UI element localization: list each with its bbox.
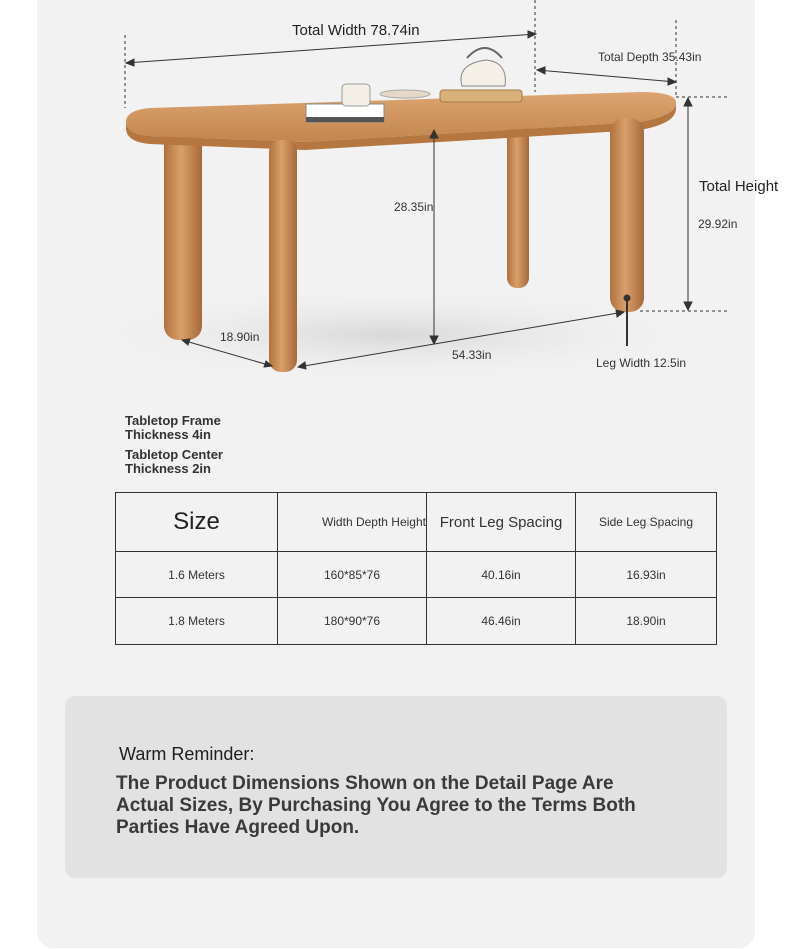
warm-reminder-box <box>65 696 727 878</box>
leg-width-label: Leg Width 12.5in <box>596 356 687 370</box>
front-spacing-cell: 46.46in <box>427 598 576 645</box>
cup-icon <box>342 84 370 106</box>
plate-icon <box>380 90 430 98</box>
kettle-icon <box>461 60 505 86</box>
book-spine <box>306 117 384 122</box>
tabletop <box>126 92 676 142</box>
back-right-leg <box>507 118 529 288</box>
warm-reminder-title: Warm Reminder: <box>119 744 255 764</box>
tray-icon <box>440 90 522 102</box>
size-cell: 1.8 Meters <box>116 598 278 645</box>
total-height-label: Total Height <box>699 178 779 195</box>
center-thickness-note: Tabletop Center Thickness 2in <box>125 447 223 476</box>
product-dimension-figure <box>0 0 790 420</box>
side-spacing-cell: 18.90in <box>576 598 717 645</box>
total-height-value: 29.92in <box>698 217 738 231</box>
total-width-label: Total Width 78.74in <box>292 22 420 39</box>
wdh-cell: 160*85*76 <box>278 552 427 598</box>
table-header-row <box>116 493 717 552</box>
front-left-leg <box>269 140 297 372</box>
side-leg-spacing-header: Side Leg Spacing <box>576 493 717 552</box>
depth-dim-line <box>537 70 676 82</box>
wdh-header: Width Depth Height <box>278 493 427 552</box>
warm-reminder-text: The Product Dimensions Shown on the Detail Page Are Actual Sizes, By Purchasing You Agree to the Terms Both Parties Have Agreed Upon. <box>116 773 636 838</box>
frame-thickness-note: Tabletop Frame Thickness 4in <box>125 413 221 442</box>
front-spacing-cell: 40.16in <box>427 552 576 598</box>
size-header: Size <box>116 493 278 552</box>
side-spacing-cell: 16.93in <box>576 552 717 598</box>
back-left-leg <box>164 128 202 340</box>
front-leg-spacing-header: Front Leg Spacing <box>427 493 576 552</box>
kettle-handle <box>467 48 502 58</box>
front-right-leg <box>610 118 644 312</box>
table-row <box>116 552 717 598</box>
total-depth-label: Total Depth 35.43in <box>598 50 702 64</box>
size-cell: 1.6 Meters <box>116 552 278 598</box>
wdh-cell: 180*90*76 <box>278 598 427 645</box>
table-row <box>116 598 717 645</box>
size-spec-table <box>115 492 717 645</box>
front-leg-span-label: 54.33in <box>452 348 492 362</box>
leg-height-label: 28.35in <box>394 200 434 214</box>
side-leg-span-label: 18.90in <box>220 330 260 344</box>
